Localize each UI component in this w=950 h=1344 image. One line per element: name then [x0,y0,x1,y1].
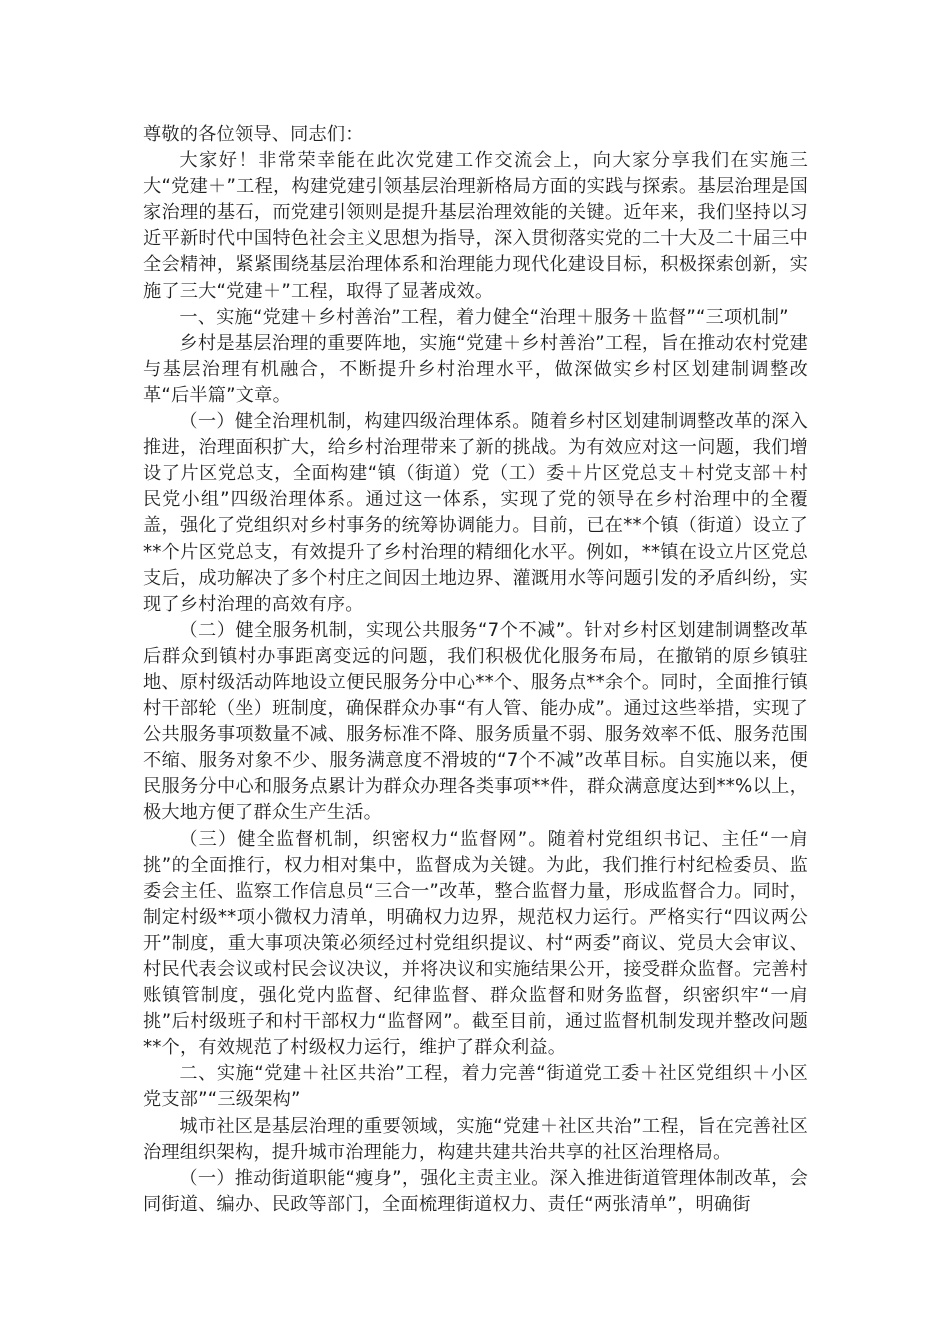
salutation: 尊敬的各位领导、同志们： [143,124,364,145]
paragraph-intro: 大家好！非常荣幸能在此次党建工作交流会上，向大家分享我们在实施三大“党建＋”工程，构建党建引领基层治理新格局方面的实践与探索。基层治理是国家治理的基石，而党建引领则是提升基层治理效能的关键。近年来，我们坚持以习近平新时代中国特色社会主义思想为指导，深入贯彻落实党的二十大及二十届三中全会精神，紧紧围绕基层治理体系和治理能力现代化建设目标，积极探索创新，实施了三大“党建＋”工程，取得了显著成效。 [143,150,808,302]
paragraph: （一）推动街道职能“瘦身”，强化主责主业。深入推进街道管理体制改革，会同街道、编办、民政等部门，全面梳理街道权力、责任“两张清单”，明确街 [143,1167,808,1215]
section-heading-1: 一、实施“党建＋乡村善治”工程，着力健全“治理＋服务＋监督”“三项机制” [179,306,789,328]
paragraph: （一）健全治理机制，构建四级治理体系。随着乡村区划建制调整改革的深入推进，治理面积扩大，给乡村治理带来了新的挑战。为有效应对这一问题，我们增设了片区党总支，全面构建“镇（街道）党（工）委＋片区党总支＋村党支部＋村民党小组”四级治理体系。通过这一体系，实现了党的领导在乡村治理中的全覆盖，强化了党组织对乡村事务的统筹协调能力。目前，已在**个镇（街道）设立了**个片区党总支，有效提升了乡村治理的精细化水平。例如，**镇在设立片区党总支后，成功解决了多个村庄之间因土地边界、灌溉用水等问题引发的矛盾纠纷，实现了乡村治理的高效有序。 [143,411,808,615]
paragraph: 乡村是基层治理的重要阵地，实施“党建＋乡村善治”工程，旨在推动农村党建与基层治理有机融合，不断提升乡村治理水平，做深做实乡村区划建制调整改革“后半篇”文章。 [143,332,808,406]
document-page [143,122,808,1218]
paragraph: 城市社区是基层治理的重要领域，实施“党建＋社区共治”工程，旨在完善社区治理组织架构，提升城市治理能力，构建共建共治共享的社区治理格局。 [143,1115,808,1163]
section-heading-2: 二、实施“党建＋社区共治”工程，着力完善“街道党工委＋社区党组织＋小区党支部”“三级架构” [143,1063,808,1111]
paragraph: （三）健全监督机制，织密权力“监督网”。随着村党组织书记、主任“一肩挑”的全面推行，权力相对集中，监督成为关键。为此，我们推行村纪检委员、监委会主任、监察工作信息员“三合一”改革，整合监督力量，形成监督合力。同时，制定村级**项小微权力清单，明确权力边界，规范权力运行。严格实行“四议两公开”制度，重大事项决策必须经过村党组织提议、村“两委”商议、党员大会审议、村民代表会议或村民会议决议，并将决议和实施结果公开，接受群众监督。完善村账镇管制度，强化党内监督、纪律监督、群众监督和财务监督，织密织牢“一肩挑”后村级班子和村干部权力“监督网”。截至目前，通过监督机制发现并整改问题**个，有效规范了村级权力运行，维护了群众利益。 [143,828,808,1059]
paragraph: （二）健全服务机制，实现公共服务“7个不减”。针对乡村区划建制调整改革后群众到镇村办事距离变远的问题，我们积极优化服务布局，在撤销的原乡镇驻地、原村级活动阵地设立便民服务分中心**个、服务点**余个。同时，全面推行镇村干部轮（坐）班制度，确保群众办事“有人管、能办成”。通过这些举措，实现了公共服务事项数量不减、服务标准不降、服务质量不弱、服务效率不低、服务范围不缩、服务对象不少、服务满意度不滑坡的“7个不减”改革目标。自实施以来，便民服务分中心和服务点累计为群众办理各类事项**件，群众满意度达到**%以上，极大地方便了群众生产生活。 [143,619,808,824]
